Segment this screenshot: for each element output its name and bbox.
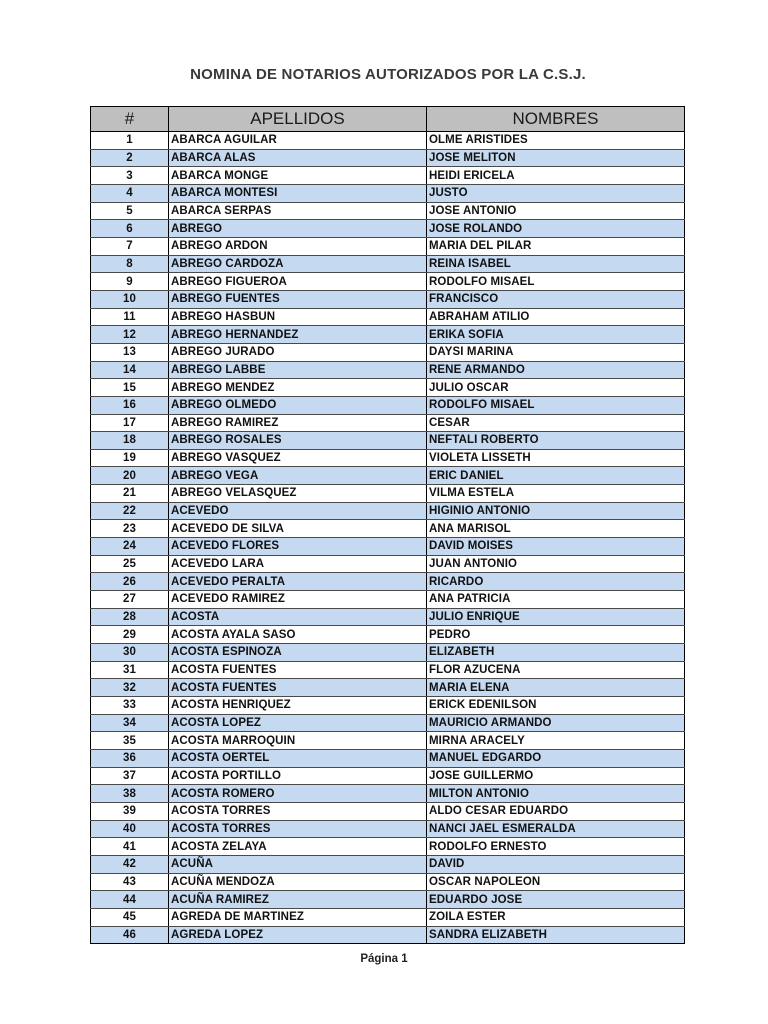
nombres-cell: ALDO CESAR EDUARDO [427,802,685,820]
apellidos-cell: ABREGO MENDEZ [169,379,427,397]
apellidos-cell: ABARCA ALAS [169,149,427,167]
row-number: 5 [91,202,169,220]
column-header-apellidos: APELLIDOS [169,107,427,132]
row-number: 43 [91,873,169,891]
table-row [91,767,685,785]
nombres-cell: NEFTALI ROBERTO [427,432,685,450]
nombres-cell: JUSTO [427,184,685,202]
table-row [91,644,685,662]
row-number: 41 [91,838,169,856]
nombres-cell: OSCAR NAPOLEON [427,873,685,891]
table-row [91,555,685,573]
table-row [91,467,685,485]
row-number: 39 [91,802,169,820]
row-number: 31 [91,661,169,679]
row-number: 6 [91,220,169,238]
apellidos-cell: ABREGO FIGUEROA [169,273,427,291]
row-number: 32 [91,679,169,697]
apellidos-cell: ABREGO ARDON [169,237,427,255]
row-number: 27 [91,591,169,609]
nombres-cell: FRANCISCO [427,290,685,308]
table-row [91,361,685,379]
nombres-cell: DAYSI MARINA [427,343,685,361]
nombres-cell: ANA PATRICIA [427,591,685,609]
row-number: 37 [91,767,169,785]
table-body [91,132,685,944]
row-number: 28 [91,608,169,626]
table-row [91,273,685,291]
nombres-cell: FLOR AZUCENA [427,661,685,679]
nombres-cell: RODOLFO MISAEL [427,396,685,414]
row-number: 42 [91,855,169,873]
row-number: 20 [91,467,169,485]
notary-table [90,106,685,944]
row-number: 25 [91,555,169,573]
table-row [91,255,685,273]
apellidos-cell: ABREGO [169,220,427,238]
table-row [91,149,685,167]
table-row [91,926,685,944]
row-number: 7 [91,237,169,255]
table-row [91,290,685,308]
nombres-cell: REINA ISABEL [427,255,685,273]
nombres-cell: RICARDO [427,573,685,591]
nombres-cell: RENE ARMANDO [427,361,685,379]
nombres-cell: RODOLFO ERNESTO [427,838,685,856]
table-row [91,202,685,220]
apellidos-cell: ABREGO RAMIREZ [169,414,427,432]
table-row [91,838,685,856]
apellidos-cell: ACOSTA MARROQUIN [169,732,427,750]
row-number: 1 [91,132,169,150]
table-row [91,132,685,150]
page-footer: Página 1 [360,953,408,965]
apellidos-cell: ACOSTA PORTILLO [169,767,427,785]
apellidos-cell: ACOSTA [169,608,427,626]
table-row [91,873,685,891]
table-row [91,538,685,556]
row-number: 21 [91,485,169,503]
table-row [91,661,685,679]
apellidos-cell: ACOSTA FUENTES [169,679,427,697]
row-number: 38 [91,785,169,803]
table-row [91,308,685,326]
row-number: 35 [91,732,169,750]
nombres-cell: ERICK EDENILSON [427,697,685,715]
table-row [91,908,685,926]
table-row [91,379,685,397]
nombres-cell: ANA MARISOL [427,520,685,538]
row-number: 14 [91,361,169,379]
table-row [91,573,685,591]
column-header-number: # [91,107,169,132]
table-row [91,343,685,361]
row-number: 16 [91,396,169,414]
nombres-cell: JOSE ANTONIO [427,202,685,220]
apellidos-cell: ACOSTA ESPINOZA [169,644,427,662]
table-row [91,626,685,644]
table-row [91,220,685,238]
nombres-cell: HIGINIO ANTONIO [427,502,685,520]
apellidos-cell: ABREGO VEGA [169,467,427,485]
apellidos-cell: ACEVEDO PERALTA [169,573,427,591]
apellidos-cell: ABREGO LABBE [169,361,427,379]
nombres-cell: MIRNA ARACELY [427,732,685,750]
apellidos-cell: ACEVEDO [169,502,427,520]
apellidos-cell: ACOSTA ZELAYA [169,838,427,856]
apellidos-cell: ABREGO CARDOZA [169,255,427,273]
apellidos-cell: ABREGO ROSALES [169,432,427,450]
table-row [91,502,685,520]
column-header-nombres: NOMBRES [427,107,685,132]
table-row [91,732,685,750]
nombres-cell: SANDRA ELIZABETH [427,926,685,944]
table-row [91,891,685,909]
apellidos-cell: ABARCA MONGE [169,167,427,185]
nombres-cell: ZOILA ESTER [427,908,685,926]
table-row [91,785,685,803]
apellidos-cell: ABREGO OLMEDO [169,396,427,414]
table-row [91,749,685,767]
row-number: 23 [91,520,169,538]
apellidos-cell: ACEVEDO FLORES [169,538,427,556]
apellidos-cell: ABARCA MONTESI [169,184,427,202]
nombres-cell: MARIA ELENA [427,679,685,697]
row-number: 3 [91,167,169,185]
apellidos-cell: ACEVEDO DE SILVA [169,520,427,538]
table-row [91,432,685,450]
nombres-cell: EDUARDO JOSE [427,891,685,909]
row-number: 30 [91,644,169,662]
table-row [91,855,685,873]
apellidos-cell: ACOSTA TORRES [169,802,427,820]
header-row [91,107,685,132]
apellidos-cell: ACOSTA HENRIQUEZ [169,697,427,715]
row-number: 46 [91,926,169,944]
apellidos-cell: ABARCA SERPAS [169,202,427,220]
apellidos-cell: ABREGO HASBUN [169,308,427,326]
row-number: 17 [91,414,169,432]
apellidos-cell: ABREGO HERNANDEZ [169,326,427,344]
row-number: 19 [91,449,169,467]
row-number: 36 [91,749,169,767]
nombres-cell: VIOLETA LISSETH [427,449,685,467]
table-row [91,449,685,467]
table-row [91,591,685,609]
nombres-cell: JOSE GUILLERMO [427,767,685,785]
apellidos-cell: ACOSTA LOPEZ [169,714,427,732]
row-number: 33 [91,697,169,715]
nombres-cell: JUAN ANTONIO [427,555,685,573]
table-row [91,608,685,626]
nombres-cell: HEIDI ERICELA [427,167,685,185]
row-number: 22 [91,502,169,520]
nombres-cell: NANCI JAEL ESMERALDA [427,820,685,838]
nombres-cell: DAVID [427,855,685,873]
table-row [91,802,685,820]
nombres-cell: JOSE ROLANDO [427,220,685,238]
table-row [91,167,685,185]
row-number: 34 [91,714,169,732]
nombres-cell: MARIA DEL PILAR [427,237,685,255]
apellidos-cell: ACOSTA TORRES [169,820,427,838]
apellidos-cell: ABREGO FUENTES [169,290,427,308]
apellidos-cell: AGREDA LOPEZ [169,926,427,944]
nombres-cell: PEDRO [427,626,685,644]
nombres-cell: JULIO ENRIQUE [427,608,685,626]
row-number: 44 [91,891,169,909]
row-number: 4 [91,184,169,202]
row-number: 40 [91,820,169,838]
apellidos-cell: ACUÑA RAMIREZ [169,891,427,909]
apellidos-cell: ACEVEDO RAMIREZ [169,591,427,609]
table-row [91,237,685,255]
table-row [91,679,685,697]
row-number: 11 [91,308,169,326]
row-number: 13 [91,343,169,361]
row-number: 9 [91,273,169,291]
table-row [91,697,685,715]
nombres-cell: ELIZABETH [427,644,685,662]
table-header [91,107,685,132]
nombres-cell: ERIC DANIEL [427,467,685,485]
table-row [91,414,685,432]
table-row [91,396,685,414]
nombres-cell: VILMA ESTELA [427,485,685,503]
row-number: 10 [91,290,169,308]
table-row [91,520,685,538]
table-row [91,485,685,503]
apellidos-cell: ABARCA AGUILAR [169,132,427,150]
apellidos-cell: ACUÑA MENDOZA [169,873,427,891]
table-row [91,820,685,838]
nombres-cell: ABRAHAM ATILIO [427,308,685,326]
row-number: 29 [91,626,169,644]
apellidos-cell: ACEVEDO LARA [169,555,427,573]
apellidos-cell: AGREDA DE MARTINEZ [169,908,427,926]
table-row [91,184,685,202]
apellidos-cell: ACOSTA FUENTES [169,661,427,679]
nombres-cell: MILTON ANTONIO [427,785,685,803]
nombres-cell: RODOLFO MISAEL [427,273,685,291]
nombres-cell: MANUEL EDGARDO [427,749,685,767]
nombres-cell: JOSE MELITON [427,149,685,167]
row-number: 12 [91,326,169,344]
document-title: NOMINA DE NOTARIOS AUTORIZADOS POR LA C.S.J. [190,66,586,83]
nombres-cell: ERIKA SOFIA [427,326,685,344]
apellidos-cell: ACUÑA [169,855,427,873]
row-number: 45 [91,908,169,926]
row-number: 26 [91,573,169,591]
nombres-cell: MAURICIO ARMANDO [427,714,685,732]
row-number: 2 [91,149,169,167]
nombres-cell: OLME ARISTIDES [427,132,685,150]
nombres-cell: CESAR [427,414,685,432]
apellidos-cell: ACOSTA OERTEL [169,749,427,767]
row-number: 15 [91,379,169,397]
apellidos-cell: ABREGO VELASQUEZ [169,485,427,503]
nombres-cell: DAVID MOISES [427,538,685,556]
row-number: 24 [91,538,169,556]
table-row [91,714,685,732]
row-number: 18 [91,432,169,450]
apellidos-cell: ACOSTA ROMERO [169,785,427,803]
row-number: 8 [91,255,169,273]
apellidos-cell: ABREGO VASQUEZ [169,449,427,467]
apellidos-cell: ABREGO JURADO [169,343,427,361]
apellidos-cell: ACOSTA AYALA SASO [169,626,427,644]
nombres-cell: JULIO OSCAR [427,379,685,397]
table-row [91,326,685,344]
